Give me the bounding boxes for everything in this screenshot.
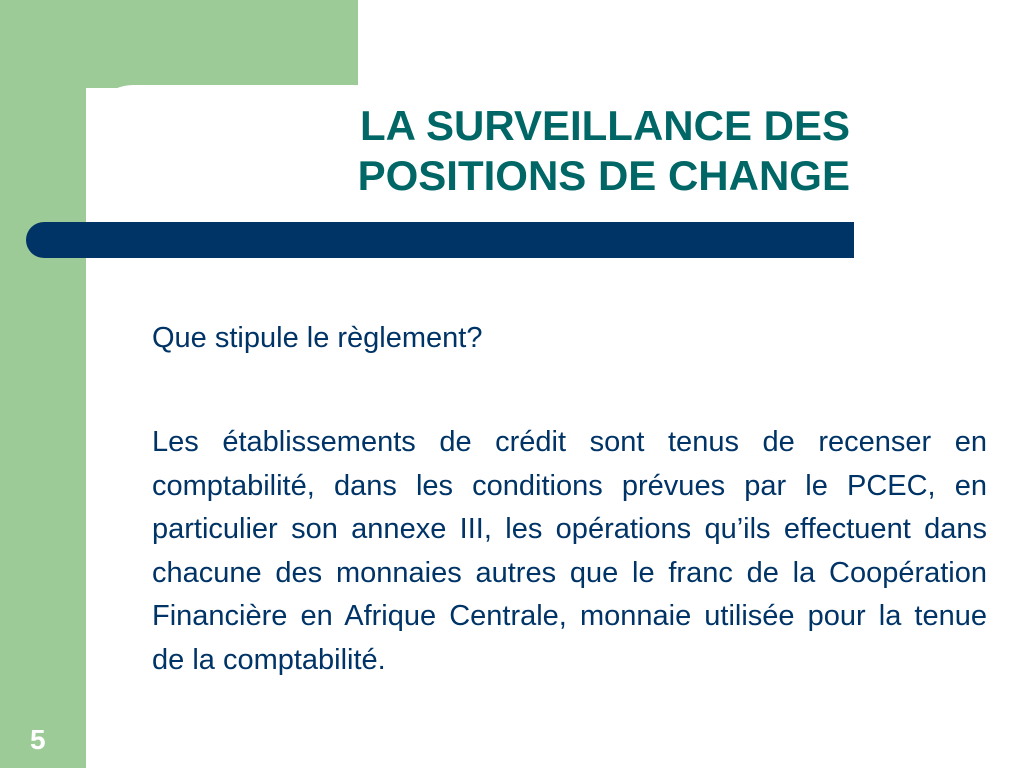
- sidebar-accent: [0, 0, 86, 768]
- slide-question: Que stipule le règlement?: [152, 322, 483, 354]
- title-divider-bar: [26, 222, 854, 258]
- slide-number: 5: [30, 724, 46, 755]
- slide-body-text: Les établissements de crédit sont tenus de recenser en comptabilité, dans les conditions prévues par le PCEC, en particulier son annexe III, les opérations qu’ils effectuent dans chacune des monnaies autres que le franc de la Coopération Financière en Afrique Centrale, monnaie utilisée pour la tenue de la comptabilité.: [152, 426, 987, 676]
- slide-title-line-1: LA SURVEILLANCE DES: [359, 102, 850, 149]
- slide-title: [200, 101, 850, 201]
- slide-title-line-2: POSITIONS DE CHANGE: [357, 152, 850, 199]
- header-accent: [0, 0, 358, 88]
